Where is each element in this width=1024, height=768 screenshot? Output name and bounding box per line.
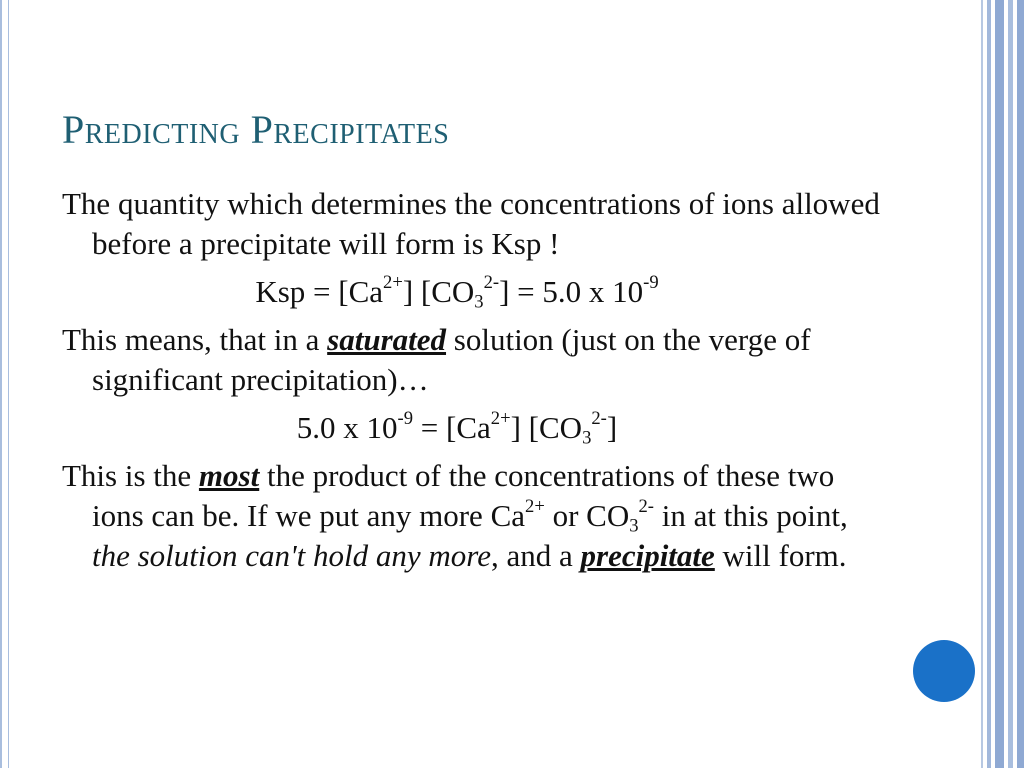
left-border-bar <box>0 0 2 768</box>
decorative-circle <box>913 640 975 702</box>
paragraph-saturated: This means, that in a saturated solution (just on the verge of significant precipitation)… <box>62 322 811 397</box>
emphasis-most: most <box>198 458 260 493</box>
slide-title: Predicting Precipitates <box>62 107 450 152</box>
emphasis-precipitate: precipitate <box>580 538 715 573</box>
slide-body <box>62 184 892 584</box>
right-border-bar <box>995 0 1004 768</box>
right-border-bar <box>1017 0 1024 768</box>
paragraph-ksp-definition: The quantity which determines the concentrations of ions allowed before a precipitate will form is Ksp ! <box>62 186 880 261</box>
paragraph-precipitate: This is the most the product of the concentrations of these two ions can be. If we put any more $Ca^{2+}$ or $CO_3^{2-}$ in at this point, the solution can't hold any more, and a precipitate will form. <box>62 458 848 573</box>
italic-cant-hold: the solution can't hold any more <box>92 538 491 573</box>
left-border-bar-thin <box>8 0 9 768</box>
emphasis-saturated: saturated <box>327 322 447 357</box>
right-border-bar <box>987 0 991 768</box>
right-border-bar <box>981 0 983 768</box>
equation-saturated: 5.0 x $10^{-9} = [Ca^{2+}]$ $[CO_3^{2-}]$ <box>296 408 618 449</box>
equation-ksp: Ksp = $[Ca^{2+}] [CO_3^{2-}] = 5.0$ x $10^{-9}$ <box>255 272 659 313</box>
right-border-bar <box>1008 0 1013 768</box>
